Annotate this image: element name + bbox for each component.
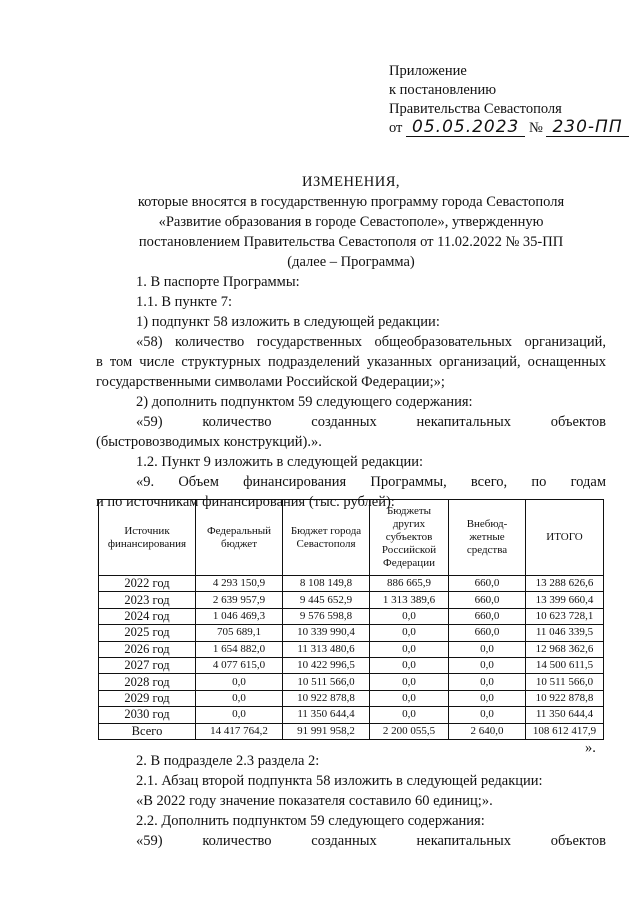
paragraph: 1.1. В пункте 7: (136, 294, 232, 310)
table-cell: 10 339 990,4 (283, 625, 370, 641)
table-cell: 660,0 (449, 625, 526, 641)
table-cell: 0,0 (449, 641, 526, 657)
table-cell: 0,0 (370, 707, 449, 723)
table-cell: 0,0 (449, 707, 526, 723)
table-cell: 1 046 469,3 (196, 608, 283, 624)
body-section-1 (96, 272, 606, 512)
paragraph-line: «59) количество созданных некапитальных объектов (136, 414, 606, 430)
body-section-2 (96, 751, 606, 851)
row-label-cell: 2025 год (99, 625, 196, 641)
paragraph: 1. В паспорте Программы: (136, 274, 300, 290)
title-line-4: (далее – Программа) (287, 254, 415, 270)
column-header: Бюджеты других субъектов Российской Федерации (370, 500, 449, 576)
table-cell: 91 991 958,2 (283, 723, 370, 739)
paragraph: 2.1. Абзац второй подпункта 58 изложить в следующей редакции: (136, 773, 543, 789)
table-row (99, 625, 604, 641)
table-cell: 4 077 615,0 (196, 657, 283, 673)
table-cell: 13 399 660,4 (526, 592, 604, 608)
column-header: Внебюд-жетные средства (449, 500, 526, 576)
table-cell: 886 665,9 (370, 576, 449, 592)
table-cell: 11 350 644,4 (283, 707, 370, 723)
table-cell: 14 500 611,5 (526, 657, 604, 673)
table-cell: 10 511 566,0 (283, 674, 370, 690)
table-header-row (99, 500, 604, 576)
column-header: ИТОГО (526, 500, 604, 576)
appendix-line-3: Правительства Севастополя (389, 101, 562, 117)
table-cell: 660,0 (449, 608, 526, 624)
appendix-block (389, 62, 629, 138)
table-cell: 705 689,1 (196, 625, 283, 641)
table-cell: 0,0 (196, 707, 283, 723)
table-cell: 0,0 (370, 608, 449, 624)
table-cell: 0,0 (196, 690, 283, 706)
table-cell: 9 445 652,9 (283, 592, 370, 608)
table-cell: 11 046 339,5 (526, 625, 604, 641)
row-label-cell: Всего (99, 723, 196, 739)
appendix-line-2: к постановлению (389, 82, 497, 98)
table-row (99, 674, 604, 690)
closing-quote: ». (585, 740, 596, 756)
paragraph-line: (быстровозводимых конструкций).». (96, 434, 322, 450)
table-row (99, 723, 604, 739)
table-row (99, 608, 604, 624)
paragraph-line: «58) количество государственных общеобразовательных организаций, (136, 334, 606, 350)
row-label-cell: 2023 год (99, 592, 196, 608)
paragraph: 2) дополнить подпунктом 59 следующего содержания: (136, 394, 473, 410)
table-row (99, 707, 604, 723)
financing-table (98, 499, 604, 740)
table-cell: 660,0 (449, 592, 526, 608)
row-label-cell: 2027 год (99, 657, 196, 673)
table-cell: 9 576 598,8 (283, 608, 370, 624)
table-cell: 10 511 566,0 (526, 674, 604, 690)
table-cell: 0,0 (370, 690, 449, 706)
table-cell: 0,0 (449, 690, 526, 706)
table-cell: 11 313 480,6 (283, 641, 370, 657)
paragraph: 1.2. Пункт 9 изложить в следующей редакции: (136, 454, 424, 470)
appendix-line-1: Приложение (389, 63, 467, 79)
title-heading: ИЗМЕНЕНИЯ, (301, 174, 401, 190)
appendix-date-line (389, 119, 629, 138)
table-cell: 0,0 (370, 657, 449, 673)
row-label-cell: 2028 год (99, 674, 196, 690)
row-label-cell: 2029 год (99, 690, 196, 706)
table-cell: 1 313 389,6 (370, 592, 449, 608)
table-cell: 0,0 (370, 625, 449, 641)
paragraph: «В 2022 году значение показателя составило 60 единиц;». (136, 793, 493, 809)
title-line-3: постановлением Правительства Севастополя от 11.02.2022 № 35-ПП (138, 234, 564, 250)
title-line-2: «Развитие образования в городе Севастополе», утвержденную (158, 214, 544, 230)
table-row (99, 641, 604, 657)
row-label-cell: 2030 год (99, 707, 196, 723)
column-header: Бюджет города Севастополя (283, 500, 370, 576)
table-row (99, 657, 604, 673)
table-row (99, 576, 604, 592)
paragraph-line: «59) количество созданных некапитальных объектов (136, 833, 606, 849)
table-cell: 0,0 (370, 674, 449, 690)
row-label-cell: 2024 год (99, 608, 196, 624)
paragraph-line: и по источникам финансирования (тыс. рублей): (96, 494, 395, 510)
table-cell: 0,0 (370, 641, 449, 657)
table-cell: 10 922 878,8 (526, 690, 604, 706)
paragraph: 1) подпункт 58 изложить в следующей редакции: (136, 314, 440, 330)
table-cell: 2 200 055,5 (370, 723, 449, 739)
paragraph: 2.2. Дополнить подпунктом 59 следующего содержания: (136, 813, 485, 829)
document-title (96, 172, 606, 272)
handwritten-number: 230-ПП (546, 119, 628, 137)
table-cell: 108 612 417,9 (526, 723, 604, 739)
handwritten-date: 05.05.2023 (406, 119, 525, 137)
table-cell: 10 623 728,1 (526, 608, 604, 624)
table-cell: 10 422 996,5 (283, 657, 370, 673)
table-cell: 12 968 362,6 (526, 641, 604, 657)
paragraph-line: государственными символами Российской Федерации;»; (96, 374, 445, 390)
table-cell: 0,0 (449, 657, 526, 673)
paragraph-line: «9. Объем финансирования Программы, всего, по годам (136, 474, 606, 490)
table-cell: 2 640,0 (449, 723, 526, 739)
table-cell: 0,0 (449, 674, 526, 690)
column-header: Федеральный бюджет (196, 500, 283, 576)
table-cell: 10 922 878,8 (283, 690, 370, 706)
table-cell: 8 108 149,8 (283, 576, 370, 592)
number-label: № (529, 120, 543, 136)
row-label-cell: 2026 год (99, 641, 196, 657)
table-cell: 660,0 (449, 576, 526, 592)
row-label-cell: 2022 год (99, 576, 196, 592)
table-cell: 2 639 957,9 (196, 592, 283, 608)
from-label: от (389, 120, 403, 136)
table-cell: 14 417 764,2 (196, 723, 283, 739)
table-cell: 0,0 (196, 674, 283, 690)
table-cell: 4 293 150,9 (196, 576, 283, 592)
title-line-1: которые вносятся в государственную программу города Севастополя (137, 194, 565, 210)
paragraph: 2. В подразделе 2.3 раздела 2: (136, 753, 320, 769)
paragraph-line: в том числе структурных подразделений указанных организаций, оснащенных (96, 354, 606, 370)
table-cell: 11 350 644,4 (526, 707, 604, 723)
table-cell: 1 654 882,0 (196, 641, 283, 657)
table-cell: 13 288 626,6 (526, 576, 604, 592)
table-row (99, 690, 604, 706)
column-header: Источник финансирования (99, 500, 196, 576)
table-row (99, 592, 604, 608)
